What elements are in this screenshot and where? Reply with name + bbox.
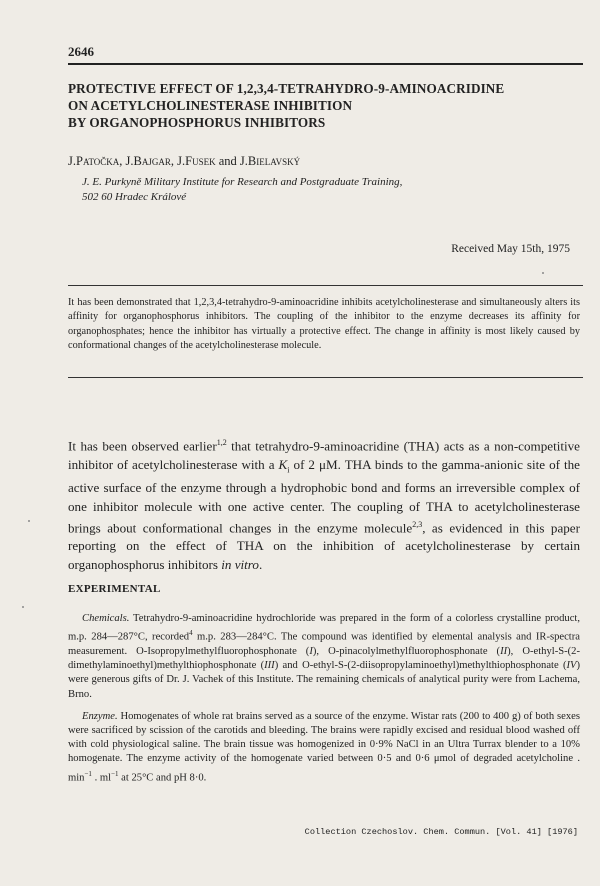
- chemicals-paragraph: Chemicals. Tetrahydro-9-aminoacridine hydrochloride was prepared in the form of a colorless crystalline product, m.p. 284—287°C, recorded$^4$ m.p. 283—284°C. The compound was identified by elemental analysis and IR-spectra measurement. O-Isopropylmethylfluorophosphonate (I), O-pinacolylmethylfluorophosphonate (II), O-ethyl-S-(2-dimethylaminoethyl)methylthiophosphonate (III) and O-ethyl-S-(2-diisopropylaminoethyl)methylthiophosphonate (IV) were generous gifts of Dr. J. Vachek of this Institute. The remaining chemicals of analytical purity were from Lachema, Brno.: [68, 613, 581, 700]
- paper-speck: [28, 520, 30, 522]
- paper-speck: [22, 606, 24, 608]
- author-name: Bielavský: [247, 154, 301, 168]
- introduction: It has been observed earlier$^{1,2}$ that tetrahydro-9-aminoacridine (THA) acts as a non-competitive inhibitor of acetylcholinesterase with a $K_i$ of 2 μM. THA binds to the gamma-anionic site of the active surface of the enzyme through a hydrophobic bond and forms an irreversible complex of one inhibitor molecule with one active center. The coupling of THA to acetylcholinesterase brings about conformational changes in the enzyme molecule$^{2,3}$, as evidenced in this paper reporting on the effect of THA on the inhibition of acetylcholinesterase by certain organophosphorus inhibitors in vitro.: [68, 438, 580, 572]
- reference-mark: 1,2: [216, 438, 227, 447]
- reference-mark: 2,3: [412, 519, 423, 529]
- page-number: 2646: [68, 44, 94, 59]
- title-line-2: ON ACETYLCHOLINESTERASE INHIBITION: [68, 98, 353, 113]
- affiliation: [82, 175, 402, 205]
- enzyme-paragraph: Enzyme. Homogenates of whole rat brains served as a source of the enzyme. Wistar rats (200 to 400 g) of both sexes were sacrificed by scission of the carotids and bleeding. The brains were rapidly excised and residual blood washed off with cold physiological saline. The brain tissue was homogenized in 0·9% NaCl in an Ultra Turrax blender to a 10% homogenate. The enzyme activity of the homogenate varied between 0·5 and 0·6 μmol of degraded acetylcholine . $\min^{-1}$ . $ml^{-1}$ at 25°C and pH 8·0.: [68, 710, 580, 784]
- paper-speck: [542, 272, 544, 274]
- author-name: Patočka: [76, 154, 120, 168]
- abstract-top-rule: [68, 285, 583, 286]
- author-name: Bajgar: [133, 154, 171, 168]
- author-name: Fusek: [185, 154, 216, 168]
- abstract-bottom-rule: [68, 377, 583, 378]
- affiliation-line-1: J. E. Purkyně Military Institute for Research and Postgraduate Training,: [82, 176, 403, 188]
- affiliation-line-2: 502 60 Hradec Králové: [82, 191, 187, 203]
- reference-mark: 4: [189, 629, 193, 638]
- title-line-3: BY ORGANOPHOSPHORUS INHIBITORS: [68, 115, 326, 130]
- header-rule: [68, 63, 583, 65]
- author-list: J.Patočka, J.Bajgar, J.Fusek and J.Bielavský: [68, 154, 301, 168]
- abstract: It has been demonstrated that 1,2,3,4-tetrahydro-9-aminoacridine inhibits acetylcholinesterase and simultaneously alters its affinity for organophosphorus inhibitors. The coupling of the inhibitor to the enzyme decreases its affinity for organophosphates; hence the inhibitor has virtually a protective effect. The change in affinity is most likely caused by conformational changes of the acetylcholinesterase molecule.: [68, 297, 580, 352]
- section-heading: EXPERIMENTAL: [68, 583, 161, 595]
- experimental-body: [68, 612, 580, 793]
- footer-citation: Collection Czechoslov. Chem. Commun. [Vol. 41] [1976]: [304, 827, 578, 837]
- title-line-1: PROTECTIVE EFFECT OF 1,2,3,4-TETRAHYDRO-9-AMINOACRIDINE: [68, 81, 505, 96]
- received-date: Received May 15th, 1975: [451, 243, 570, 255]
- article-title: [68, 80, 568, 131]
